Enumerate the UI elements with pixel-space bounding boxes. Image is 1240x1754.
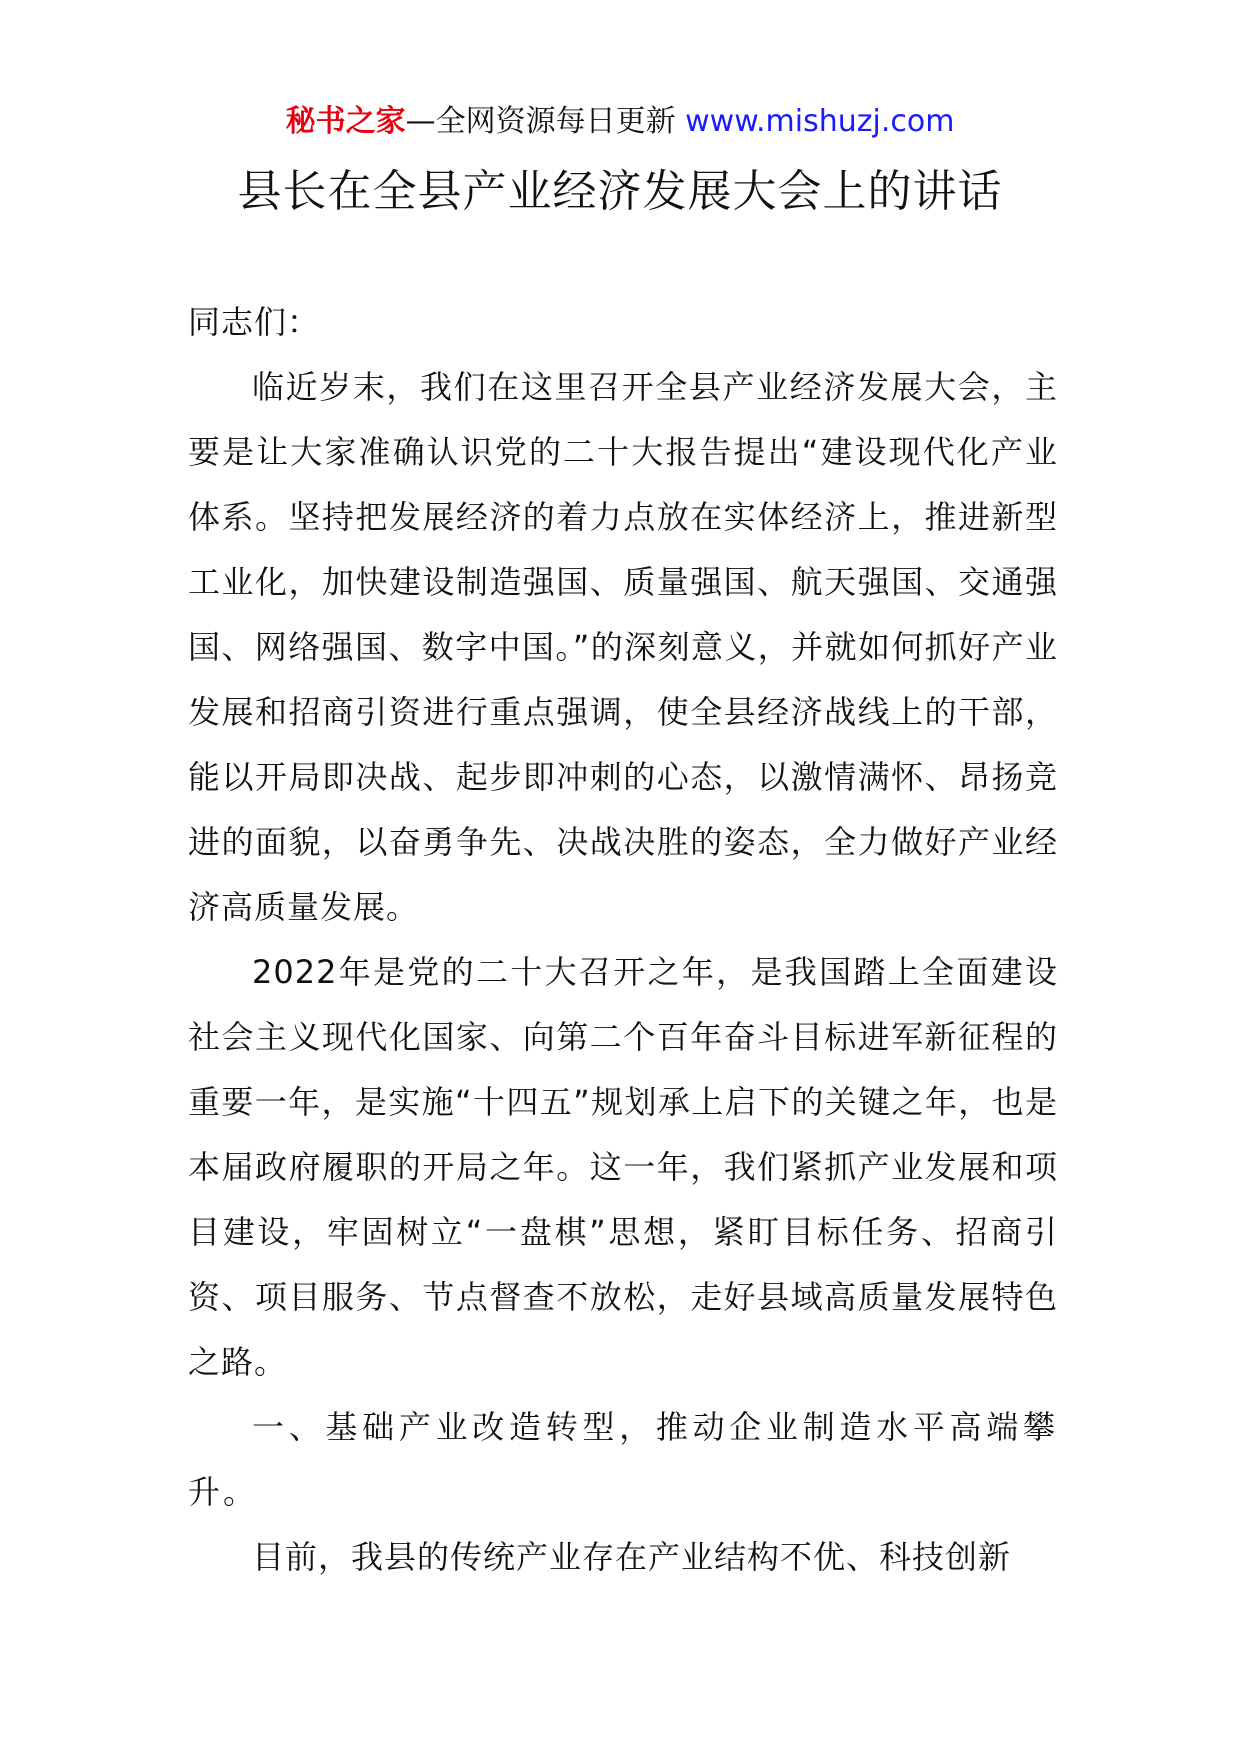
- site-tagline: —全网资源每日更新: [405, 104, 676, 139]
- section-heading: 一、基础产业改造转型，推动企业制造水平高端攀升。: [188, 1408, 1058, 1511]
- body-paragraph: 临近岁末，我们在这里召开全县产业经济发展大会，主要是让大家准确认识党的二十大报告提出“建设现代化产业体系。坚持把发展经济的着力点放在实体经济上，推进新型工业化，加快建设制造强国、质量强国、航天强国、交通强国、网络强国、数字中国。”的深刻意义，并就如何抓好产业发展和招商引资进行重点强调，使全县经济战线上的干部，能以开局即决战、起步即冲刺的心态，以激情满怀、昂扬竞进的面貌，以奋勇争先、决战决胜的姿态，全力做好产业经济高质量发展。: [188, 368, 1058, 926]
- site-header: [0, 100, 1240, 144]
- salutation: 同志们：: [188, 303, 321, 341]
- site-brand: 秘书之家: [285, 104, 406, 139]
- document-body: [188, 290, 1058, 1590]
- body-paragraph: 2022年是党的二十大召开之年，是我国踏上全面建设社会主义现代化国家、向第二个百年奋斗目标进军新征程的重要一年，是实施“十四五”规划承上启下的关键之年，也是本届政府履职的开局之年。这一年，我们紧抓产业发展和项目建设，牢固树立“一盘棋”思想，紧盯目标任务、招商引资、项目服务、节点督查不放松，走好县域高质量发展特色之路。: [188, 953, 1058, 1381]
- body-paragraph: 目前，我县的传统产业存在产业结构不优、科技创新: [252, 1538, 1012, 1576]
- site-url-link[interactable]: www.mishuzj.com: [685, 104, 955, 139]
- document-title: 县长在全县产业经济发展大会上的讲话: [237, 166, 1003, 217]
